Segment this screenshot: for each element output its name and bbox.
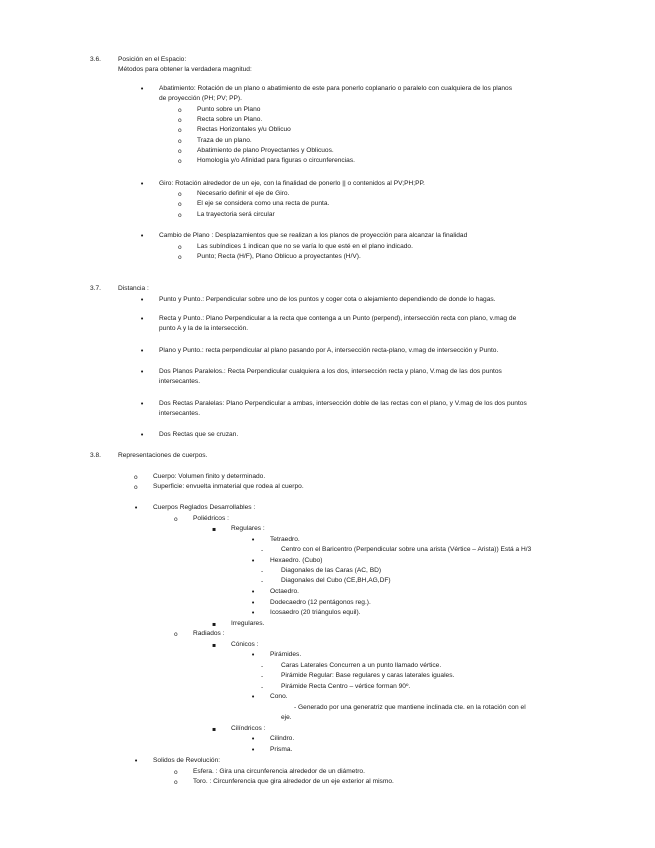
- bullet-disc: [251, 652, 255, 659]
- giro-item: El eje se considera como una recta de punta.: [197, 200, 330, 207]
- distancia-item-cont: intersecantes.: [159, 378, 201, 385]
- distancia-item: Punto y Punto.: Perpendicular sobre uno de los puntos y coger cota o alejamiento dependiendo de donde lo hagas.: [159, 296, 496, 303]
- cono: Cono.: [270, 693, 288, 700]
- irregulares: Irregulares.: [231, 620, 265, 627]
- hexaedro-detail: Diagonales de las Caras (AC, BD): [281, 567, 382, 574]
- section-3-7-title: Distancia :: [118, 285, 149, 292]
- abatimiento-item: Rectas Horizontales y/u Oblicuo: [197, 126, 291, 133]
- abatimiento-line-2: de proyección (PH; PV; PP).: [159, 95, 242, 102]
- distancia-item-cont: intersecantes.: [159, 410, 201, 417]
- bullet-circle: [178, 212, 182, 219]
- bullet-circle: [174, 631, 178, 638]
- bullet-disc: [251, 589, 255, 596]
- bullet-circle: [174, 516, 178, 523]
- bullet-circle: [178, 158, 182, 165]
- bullet-dash: [261, 578, 263, 585]
- bullet-dash: [261, 673, 263, 680]
- distancia-item-cont: punto A y la de la intersección.: [159, 325, 249, 332]
- abatimiento-item: Recta sobre un Plano.: [197, 116, 263, 123]
- piramide-detail: Pirámide Regular: Base regulares y caras laterales iguales.: [281, 672, 455, 679]
- bullet-disc: [134, 505, 138, 512]
- section-3-8-title: Representaciones de cuerpos.: [118, 452, 208, 459]
- bullet-disc: [140, 348, 144, 355]
- abatimiento-item: Homología y/o Afinidad para figuras o circunferencias.: [197, 157, 355, 164]
- cambio-item: Las subíndices 1 indican que no se varía lo que esté en el plano indicado.: [197, 243, 413, 250]
- bullet-circle: [174, 779, 178, 786]
- bullet-disc: [140, 297, 144, 304]
- giro-item: Necesario definir el eje de Giro.: [197, 190, 290, 197]
- bullet-disc: [134, 758, 138, 765]
- distancia-item: Dos Rectas Paralelas: Plano Perpendicular a ambas, intersección doble de las rectas con el plano, y V.mag de los dos puntos: [159, 400, 527, 407]
- abatimiento-line-1: Abatimiento: Rotación de un plano o abatimiento de este para ponerlo coplanario o paralelo con cualquiera de los planos: [159, 85, 513, 92]
- bullet-circle: [178, 127, 182, 134]
- section-3-6-title: Posición en el Espacio:: [118, 56, 187, 63]
- bullet-circle: [178, 148, 182, 155]
- prisma: Prisma.: [270, 746, 293, 753]
- cambio-item: Punto; Recta (H/F), Plano Oblicuo a proyectantes (H/V).: [197, 253, 361, 260]
- bullet-dash: [261, 684, 263, 691]
- bullet-disc: [251, 747, 255, 754]
- distancia-item: Recta y Punto.: Plano Perpendicular a la recta que contenga a un Punto (perpend), intersección recta con plano, v.mag de: [159, 315, 517, 322]
- piramides: Pirámides.: [270, 651, 302, 658]
- bullet-disc: [140, 316, 144, 323]
- bullet-dash: [261, 547, 263, 554]
- icosaedro: Icosaedro (20 triángulos equil).: [270, 609, 361, 616]
- section-3-6-number: 3.6.: [90, 56, 101, 63]
- bullet-circle: [178, 254, 182, 261]
- bullet-disc: [140, 369, 144, 376]
- regulares: Regulares :: [231, 525, 265, 532]
- hexaedro-detail: Diagonales del Cubo (CE,BH,AG,DF): [281, 577, 391, 584]
- bullet-circle: [134, 484, 138, 491]
- bullet-square: [212, 526, 216, 533]
- distancia-item: Plano y Punto.: recta perpendicular al plano pasando por A, intersección recta-plano, v.mag de intersección y Punto.: [159, 347, 499, 354]
- section-3-7-number: 3.7.: [90, 285, 101, 292]
- distancia-item: Dos Rectas que se cruzan.: [159, 431, 239, 438]
- bullet-circle: [178, 201, 182, 208]
- bullet-dash: [261, 663, 263, 670]
- piramide-detail: Caras Laterales Concurren a un punto llamado vértice.: [281, 662, 442, 669]
- bullet-disc: [251, 736, 255, 743]
- bullet-dash: [261, 568, 263, 575]
- radiados: Radiados :: [193, 630, 225, 637]
- giro-line: Giro: Rotación alrededor de un eje, con la finalidad de ponerlo || o contenidos al PV;PH;PP.: [159, 180, 425, 187]
- conicos: Cónicos :: [231, 641, 259, 648]
- cono-detail-cont: eje.: [281, 714, 292, 721]
- bullet-disc: [251, 600, 255, 607]
- bullet-square: [212, 642, 216, 649]
- cono-detail: - Generado por una generatriz que mantiene inclinada cte. en la rotación con el: [294, 704, 526, 711]
- bullet-disc: [140, 86, 144, 93]
- cuerpos-reglados: Cuerpos Reglados Desarrollables :: [153, 504, 256, 511]
- toro: Toro. : Circunferencia que gira alrededor de un eje exterior al mismo.: [193, 778, 394, 785]
- tetraedro-detail: Centro con el Baricentro (Perpendicular sobre una arista (Vértice – Arista)) Está a H/3: [281, 546, 532, 553]
- bullet-circle: [178, 244, 182, 251]
- giro-item: La trayectoria será circular: [197, 211, 275, 218]
- bullet-disc: [140, 432, 144, 439]
- bullet-disc: [140, 233, 144, 240]
- cuerpo-def: Cuerpo: Volumen finito y determinado.: [153, 473, 266, 480]
- section-3-6-subtitle: Métodos para obtener la verdadera magnitud:: [118, 66, 252, 73]
- bullet-circle: [178, 191, 182, 198]
- superficie-def: Superficie: envuelta inmaterial que rodea al cuerpo.: [153, 483, 304, 490]
- bullet-circle: [178, 107, 182, 114]
- bullet-disc: [251, 694, 255, 701]
- bullet-disc: [251, 537, 255, 544]
- bullet-disc: [251, 610, 255, 617]
- bullet-square: [212, 621, 216, 628]
- bullet-circle: [174, 769, 178, 776]
- abatimiento-item: Traza de un plano.: [197, 137, 252, 144]
- piramide-detail: Pirámide Recta Centro – vértice forman 90º.: [281, 683, 411, 690]
- bullet-circle: [134, 474, 138, 481]
- solidos-revolucion: Solidos de Revolución:: [153, 757, 221, 764]
- abatimiento-item: Abatimiento de plano Proyectantes y Oblicuos.: [197, 147, 334, 154]
- distancia-item: Dos Planos Paralelos.: Recta Perpendicular cualquiera a los dos, intersección recta y plano, V.mag de las dos puntos: [159, 368, 502, 375]
- bullet-square: [212, 726, 216, 733]
- bullet-disc: [140, 181, 144, 188]
- octaedro: Octaedro.: [270, 588, 299, 595]
- abatimiento-item: Punto sobre un Plano: [197, 106, 261, 113]
- cilindricos: Cilíndricos :: [231, 725, 266, 732]
- bullet-disc: [251, 558, 255, 565]
- bullet-disc: [140, 401, 144, 408]
- poliedricos: Poliédricos :: [193, 515, 229, 522]
- cambio-plano-line: Cambio de Plano : Desplazamientos que se realizan a los planos de proyección para alcanzar la finalidad: [159, 232, 468, 239]
- tetraedro: Tetraedro.: [270, 536, 300, 543]
- hexaedro: Hexaedro. (Cubo): [270, 557, 323, 564]
- bullet-circle: [178, 138, 182, 145]
- cilindro: Cilindro.: [270, 735, 295, 742]
- section-3-8-number: 3.8.: [90, 452, 101, 459]
- bullet-circle: [178, 117, 182, 124]
- esfera: Esfera. : Gira una circunferencia alrededor de un diámetro.: [193, 768, 365, 775]
- dodecaedro: Dodecaedro (12 pentágonos reg.).: [270, 599, 371, 606]
